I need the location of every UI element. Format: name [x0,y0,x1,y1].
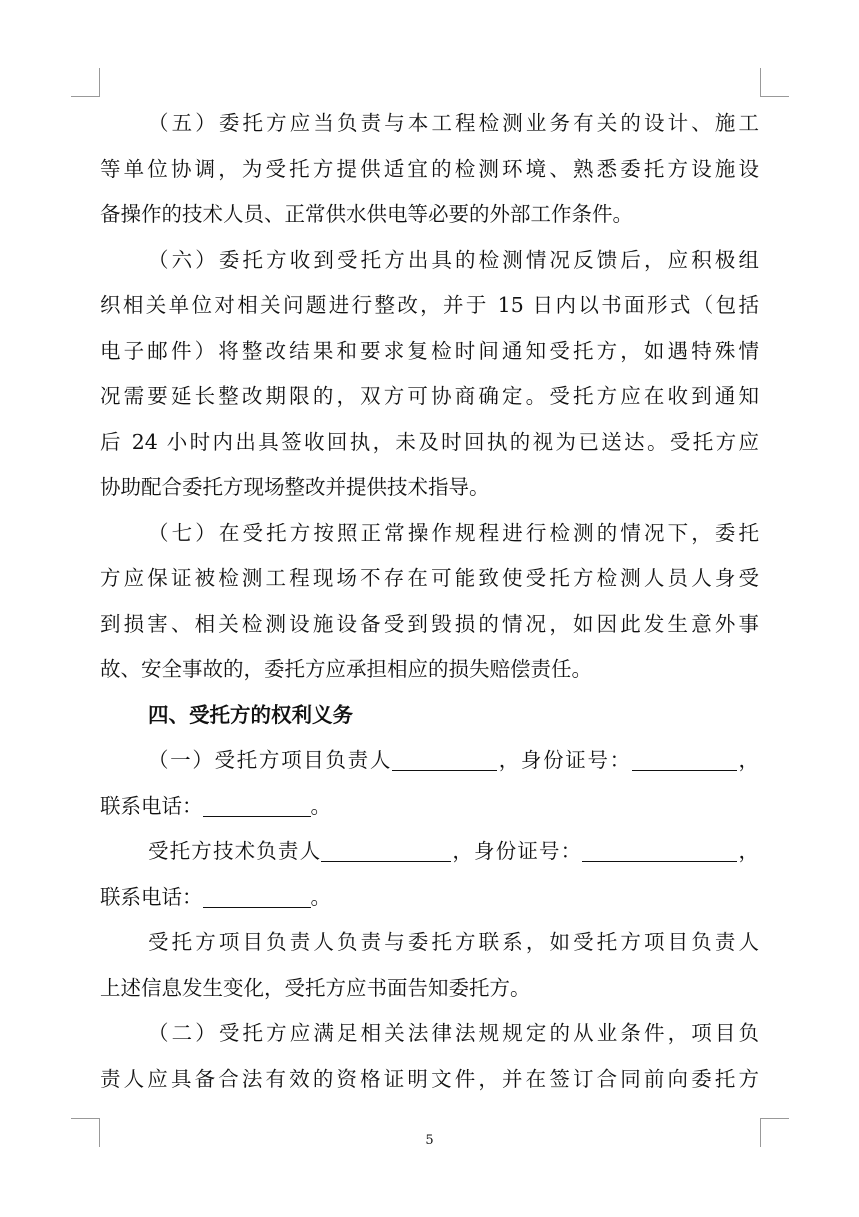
comma: ， [737,839,759,863]
corner-mark-top-right [760,68,789,97]
paragraph-contact [100,920,759,1011]
text-line: 受托方项目负责人负责与委托方联系，如受托方项目负责人 [148,930,759,954]
blank-tech-lead-id[interactable] [582,837,737,862]
period: 。 [310,884,331,909]
blank-tech-lead-phone[interactable] [203,883,311,908]
paragraph-item-6 [100,238,759,511]
text-line: （七）在受托方按照正常操作规程进行检测的情况下，委托 [148,520,759,545]
text-line: 后 24 小时内出具签收回执，未及时回执的视为已送达。受托方应 [100,429,759,454]
section-heading: 四、受托方的权利义务 [148,702,353,727]
label-tech-lead: 受托方技术负责人 [148,839,322,863]
page-body [100,101,759,1102]
period: 。 [310,793,331,818]
text-line: 织相关单位对相关问题进行整改，并于 15 日内以书面形式（包括 [100,293,759,317]
text-line: 到损害、相关检测设施设备受到毁损的情况，如因此发生意外事 [100,611,759,636]
text-line: （五）委托方应当负责与本工程检测业务有关的设计、施工 [148,111,759,135]
paragraph-tech-lead [100,829,759,920]
tech-lead-line [100,829,759,875]
tech-lead-phone-line [100,875,759,921]
text-line: 故、安全事故的，委托方应承担相应的损失赔偿责任。 [100,657,592,681]
text-line: 方应保证被检测工程现场不存在可能致使受托方检测人员人身受 [100,566,759,590]
text-line: 电子邮件）将整改结果和要求复检时间通知受托方，如遇特殊情 [100,338,759,363]
project-lead-phone-line [100,784,759,830]
paragraph-item-1 [100,738,759,829]
text-line: 责人应具备合法有效的资格证明文件，并在签订合同前向委托方 [100,1066,759,1091]
paragraph-item-7 [100,511,759,693]
comma: ， [736,748,760,772]
text-line: 备操作的技术人员、正常供水供电等必要的外部工作条件。 [100,202,633,226]
label-project-lead: （一）受托方项目负责人 [148,748,393,772]
paragraph-item-5 [100,101,759,238]
blank-tech-lead-name[interactable] [321,837,451,862]
label-phone: 联系电话： [100,793,203,818]
text-line: 上述信息发生变化，受托方应书面告知委托方。 [100,975,531,1000]
text-line: 等单位协调，为受托方提供适宜的检测环境、熟悉委托方设施设 [100,156,759,181]
paragraph-item-2 [100,1011,759,1102]
blank-project-lead-name[interactable] [392,746,497,771]
text-line: 况需要延长整改期限的，双方可协商确定。受托方应在收到通知 [100,384,759,408]
label-phone: 联系电话： [100,884,203,909]
blank-project-lead-phone[interactable] [203,792,311,817]
label-id-number: ，身份证号： [497,748,632,772]
corner-mark-top-left [71,68,100,97]
page-number: 5 [425,1133,434,1148]
text-line: （六）委托方收到受托方出具的检测情况反馈后，应积极组 [148,247,759,272]
text-line: 协助配合委托方现场整改并提供技术指导。 [100,475,490,499]
project-lead-line [100,738,759,784]
label-id-number: ，身份证号： [451,839,583,863]
text-line: （二）受托方应满足相关法律法规规定的从业条件，项目负 [148,1021,759,1045]
blank-project-lead-id[interactable] [632,746,737,771]
